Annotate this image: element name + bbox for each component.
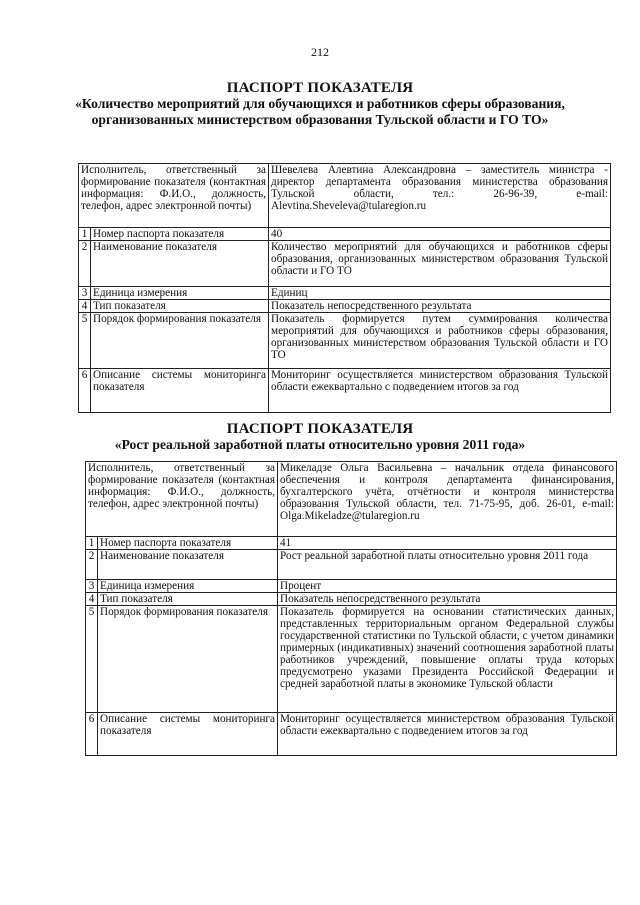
row-label: Тип показателя — [91, 300, 269, 313]
row-number: 4 — [86, 593, 98, 606]
row-number: 5 — [79, 313, 91, 369]
row-value: Показатель формируется путем суммирования количества мероприятий для обучающихся и работников сферы образования, организованных министерством образования Тульской области и ГО ТО — [269, 313, 611, 369]
row-label: Номер паспорта показателя — [91, 228, 269, 241]
row-value: Мониторинг осуществляется министерством образования Тульской области ежеквартально с подведением итогов за год — [269, 369, 611, 413]
row-label: Номер паспорта показателя — [98, 537, 278, 550]
row-label: Единица измерения — [91, 287, 269, 300]
row-label: Единица измерения — [98, 580, 278, 593]
row-value: 40 — [269, 228, 611, 241]
row-label: Наименование показателя — [91, 241, 269, 287]
row-value: Процент — [278, 580, 617, 593]
row-number: 6 — [86, 713, 98, 756]
row-number: 2 — [79, 241, 91, 287]
row-label: Описание системы мониторинга показателя — [98, 713, 278, 756]
passport-subtitle: «Количество мероприятий для обучающихся и работников сферы образования, организованных министерством образования Тульской области и ГО ТО» — [75, 96, 565, 127]
row-value: Показатель непосредственного результата — [278, 593, 617, 606]
passport-subtitle: «Рост реальной заработной платы относительно уровня 2011 года» — [114, 437, 526, 452]
passport-title: ПАСПОРТ ПОКАЗАТЕЛЯ — [226, 80, 414, 96]
page-number: 212 — [311, 45, 329, 59]
row-number: 1 — [79, 228, 91, 241]
row-value: Количество мероприятий для обучающихся и работников сферы образования, организованных министерством образования Тульской области и ГО ТО — [269, 241, 611, 287]
passport-table-1 — [78, 163, 611, 413]
executor-label: Исполнитель, ответственный за формирование показателя (контактная информация: Ф.И.О., должность, телефон, адрес электронной почты) — [86, 462, 278, 537]
row-value: Мониторинг осуществляется министерством образования Тульской области ежеквартально с подведением итогов за год — [278, 713, 617, 756]
row-value: Показатель формируется на основании статистических данных, представленных территориальным органом Федеральной службы государственной статистики по Тульской области, с учетом динамики примерных (индикативных) значений соотношения заработной платы работников учреждений, повышение оплаты труда которых предусмотрено указами Президента Российской Федерации и средней заработной платы в экономике Тульской области — [278, 606, 617, 713]
executor-value: Микеладзе Ольга Васильевна – начальник отдела финансового обеспечения и контроля департамента финансирования, бухгалтерского учёта, отчётности и контроля министерства образования Тульской области, тел. 71-75-95, доб. 26-01, e-mail: Olga.Mikeladze@tularegion.ru — [278, 462, 617, 537]
row-number: 1 — [86, 537, 98, 550]
passport-title: ПАСПОРТ ПОКАЗАТЕЛЯ — [226, 421, 414, 437]
executor-label: Исполнитель, ответственный за формирование показателя (контактная информация: Ф.И.О., должность, телефон, адрес электронной почты) — [79, 164, 269, 228]
row-value: Показатель непосредственного результата — [269, 300, 611, 313]
row-label: Наименование показателя — [98, 550, 278, 580]
row-number: 4 — [79, 300, 91, 313]
executor-value: Шевелева Алевтина Александровна – заместитель министра - директор департамента образования министерства образования Тульской области, тел.: 26-96-39, e-mail: Alevtina.Sheveleva@tularegion.ru — [269, 164, 611, 228]
row-number: 3 — [79, 287, 91, 300]
passport-heading-2 — [70, 421, 570, 453]
row-value: Единиц — [269, 287, 611, 300]
row-number: 2 — [86, 550, 98, 580]
row-number: 6 — [79, 369, 91, 413]
row-value: Рост реальной заработной платы относительно уровня 2011 года — [278, 550, 617, 580]
row-number: 5 — [86, 606, 98, 713]
row-value: 41 — [278, 537, 617, 550]
passport-table-2 — [85, 461, 617, 756]
row-label: Порядок формирования показателя — [98, 606, 278, 713]
row-label: Тип показателя — [98, 593, 278, 606]
passport-heading-1 — [70, 80, 570, 128]
row-label: Порядок формирования показателя — [91, 313, 269, 369]
row-label: Описание системы мониторинга показателя — [91, 369, 269, 413]
row-number: 3 — [86, 580, 98, 593]
